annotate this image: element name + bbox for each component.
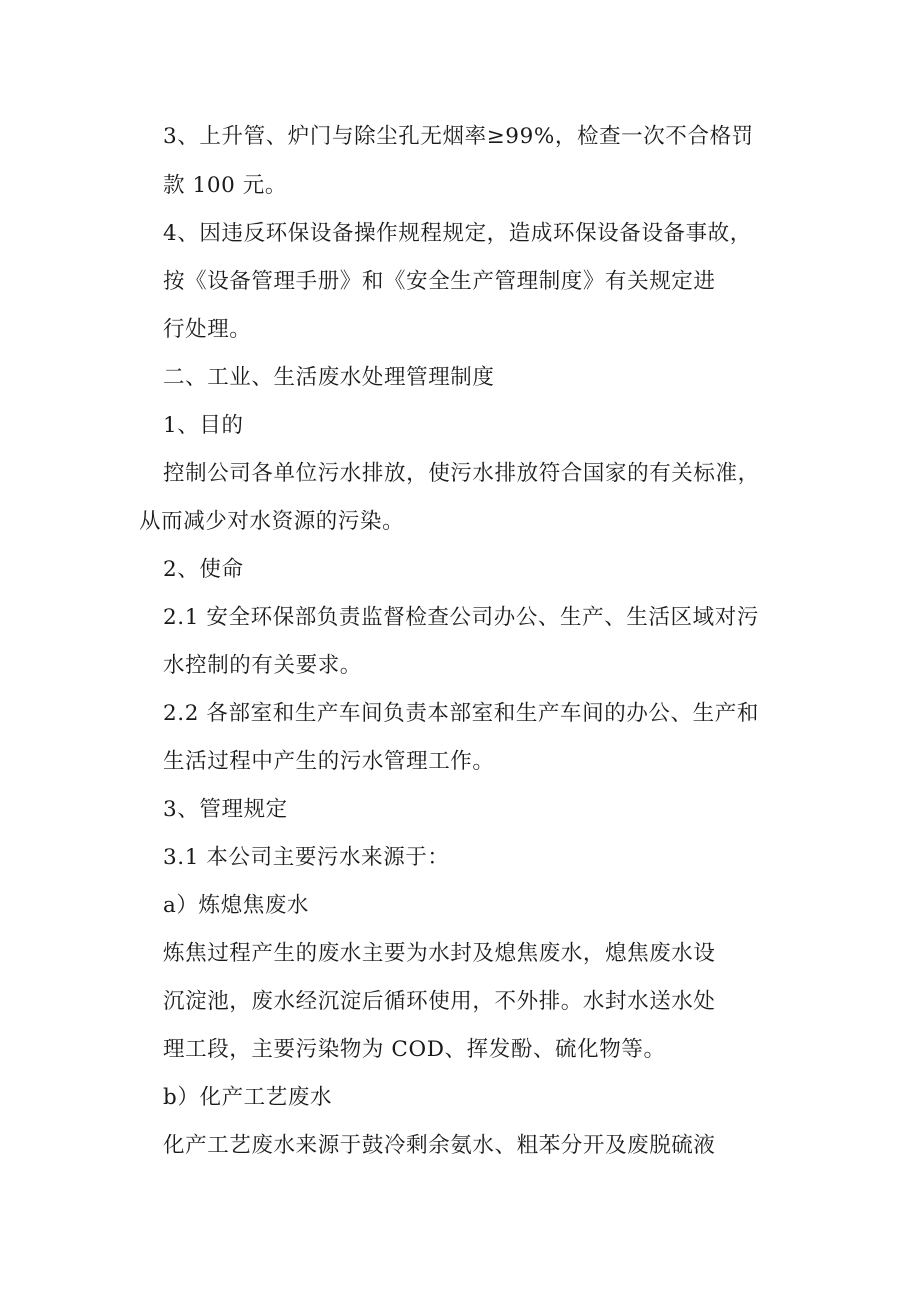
text-line: 化产工艺废水来源于鼓冷剩余氨水、粗苯分开及废脱硫液 (163, 1133, 716, 1158)
text-line: 水控制的有关要求。 (163, 653, 362, 678)
text-line: 行处理。 (163, 317, 252, 342)
section-heading: 二、工业、生活废水处理管理制度 (163, 365, 495, 390)
text-line: 从而减少对水资源的污染。 (139, 509, 405, 534)
text-line: 2.2 各部室和生产车间负责本部室和生产车间的办公、生产和 (163, 701, 759, 726)
list-item-heading: b）化产工艺废水 (163, 1085, 333, 1110)
list-item-heading: a）炼熄焦废水 (163, 893, 310, 918)
text-line: 控制公司各单位污水排放，使污水排放符合国家的有关标准， (163, 461, 760, 486)
text-line: 3、上升管、炉门与除尘孔无烟率≥99%，检查一次不合格罚 (163, 124, 754, 149)
text-line: 2.1 安全环保部负责监督检查公司办公、生产、生活区域对污 (163, 605, 759, 630)
text-line: 款 100 元。 (163, 173, 288, 198)
text-line: 理工段，主要污染物为 COD、挥发酚、硫化物等。 (163, 1037, 666, 1062)
text-line: 炼焦过程产生的废水主要为水封及熄焦废水，熄焦废水设 (163, 941, 716, 966)
subsection-heading: 1、目的 (163, 413, 244, 438)
subsection-heading: 3、管理规定 (163, 797, 288, 822)
text-line: 4、因违反环保设备操作规程规定，造成环保设备设备事故， (163, 221, 752, 246)
text-line: 按《设备管理手册》和《安全生产管理制度》有关规定进 (163, 269, 716, 294)
text-line: 沉淀池，废水经沉淀后循环使用，不外排。水封水送水处 (163, 989, 716, 1014)
subsection-heading: 2、使命 (163, 557, 244, 582)
text-line: 3.1 本公司主要污水来源于： (163, 845, 450, 870)
text-line: 生活过程中产生的污水管理工作。 (163, 749, 495, 774)
